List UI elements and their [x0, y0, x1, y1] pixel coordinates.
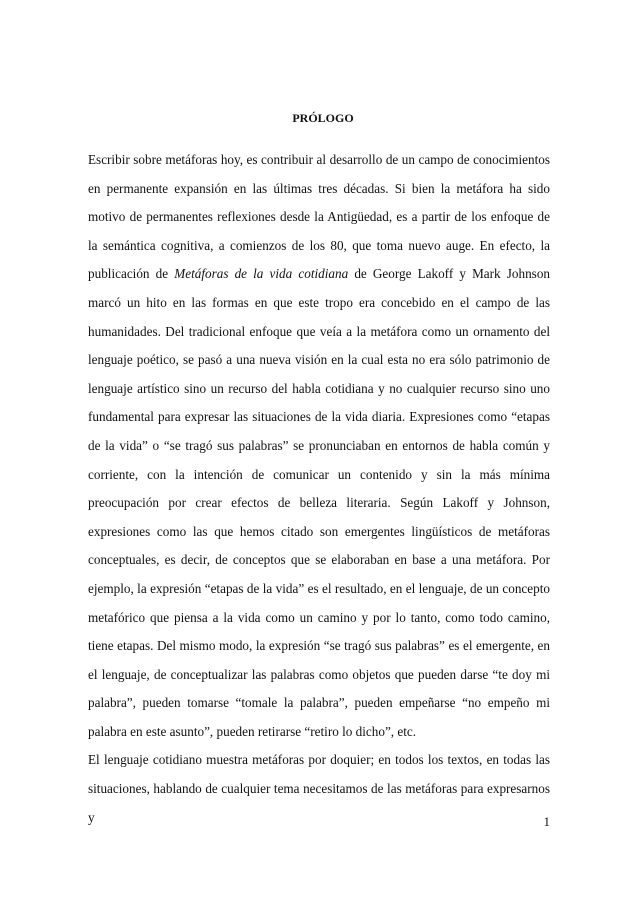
text-segment: Escribir sobre metáforas hoy, es contribuir al desarrollo de un campo de conocimientos en permanente expansión en las últimas tres décadas. Si bien la metáfora ha sido motivo de permanentes reflexiones desde la Antigüedad, es a partir de los enfoque de la semántica cognitiva, a comienzos de los 80, que toma nuevo auge. En efecto, la publicación de: [88, 152, 550, 282]
text-segment: El lenguaje cotidiano muestra metáforas por doquier; en todos los textos, en todas las situaciones, hablando de cualquier tema necesitamos de las metáforas para expresarnos y: [88, 752, 550, 825]
page-number: 1: [543, 814, 550, 829]
body-text: [88, 146, 550, 832]
page-title: PRÓLOGO: [292, 111, 354, 125]
book-title: Metáforas de la vida cotidiana: [174, 266, 349, 282]
paragraph: [88, 746, 550, 832]
text-segment: de George Lakoff y Mark Johnson marcó un hito en las formas en que este tropo era concebido en el campo de las humanidades. Del tradicional enfoque que veía a la metáfora como un ornamento del lenguaje poético, se pasó a una nueva visión en la cual esta no era sólo patrimonio de lenguaje artístico sino un recurso del habla cotidiana y no cualquier recurso sino uno fundamental para expresar las situaciones de la vida diaria. Expresiones como “etapas de la vida” o “se tragó sus palabras” se pronunciaban en entornos de habla común y corriente, con la intención de comunicar un contenido y sin la más mínima preocupación por crear efectos de belleza literaria. Según Lakoff y Johnson, expresiones como las que hemos citado son emergentes lingüísticos de metáforas conceptuales, es decir, de conceptos que se elaboraban en base a una metáfora. Por ejemplo, la expresión “etapas de la vida” es el resultado, en el lenguaje, de un concepto metafórico que piensa a la vida como un camino y por lo tanto, como todo camino, tiene etapas. Del mismo modo, la expresión “se tragó sus palabras” es el emergente, en el lenguaje, de conceptualizar las palabras como objetos que pueden darse “te doy mi palabra”, pueden tomarse “tomale la palabra”, pueden empeñarse “no empeño mi palabra en este asunto”, pueden retirarse “retiro lo dicho”, etc.: [88, 266, 551, 739]
paragraph: [88, 146, 550, 746]
